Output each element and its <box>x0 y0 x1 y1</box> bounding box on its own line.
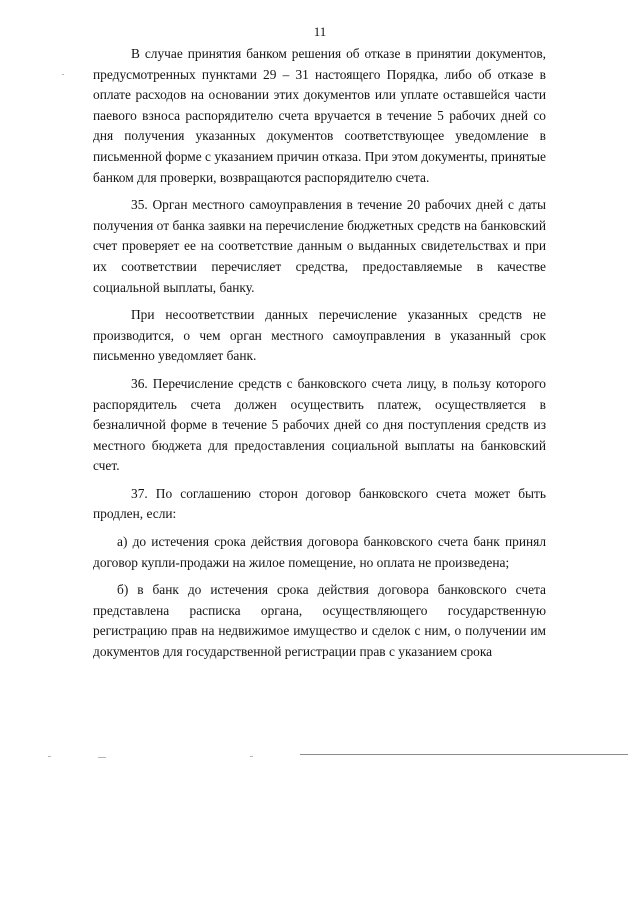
paragraph-clause-35: 35. Орган местного самоуправления в течение 20 рабочих дней с даты получения от банка заявки на перечисление бюджетных средств на банковский счет проверяет ее на соответствие данным о выданных свидетельствах и при их соответствии перечисляет средства, предоставляемые в качестве социальной выплаты, банку. <box>93 197 546 295</box>
paragraph-clause-37-b: б) в банк до истечения срока действия договора банковского счета представлена расписка органа, осуществляющего государственную регистрацию прав на недвижимое имущество и сделок с ним, о получении им документов для государственной регистрации прав с указанием срока <box>93 582 546 660</box>
scan-speck <box>48 756 51 757</box>
footer-rule <box>300 754 628 755</box>
paragraph-clause-36: 36. Перечисление средств с банковского счета лицу, в пользу которого распорядитель счета должен осуществить платеж, осуществляется в безналичной форме в течение 5 рабочих дней со дня поступления средств из местного бюджета для предоставления социальной выплаты на банковский счет. <box>93 375 546 474</box>
paragraph-clause-37-a: а) до истечения срока действия договора банковского счета банк принял договор купли-продажи на жилое помещение, но оплата не произведена; <box>93 534 546 570</box>
page-number: 11 <box>313 24 327 39</box>
document-body <box>93 44 546 670</box>
paragraph-clause-37: 37. По соглашению сторон договор банковского счета может быть продлен, если: <box>93 485 546 522</box>
paragraph-clause-35-mismatch: При несоответствии данных перечисление указанных средств не производится, о чем орган местного самоуправления в указанный срок письменно уведомляет банк. <box>93 307 546 364</box>
paragraph-refusal-notice: В случае принятия банком решения об отказе в принятии документов, предусмотренных пунктами 29 – 31 настоящего Порядка, либо об отказе в оплате расходов на основании этих документов или уплате оставшейся части паевого взноса распорядителю счета вручается в течение 5 рабочих дней со дня получения указанных документов соответствующее уведомление в письменной форме с указанием причин отказа. При этом документы, принятые банком для проверки, возвращаются распорядителю счета. <box>93 46 546 185</box>
scan-speck <box>98 757 106 758</box>
scan-speck <box>250 756 253 757</box>
scan-speck <box>62 74 64 75</box>
